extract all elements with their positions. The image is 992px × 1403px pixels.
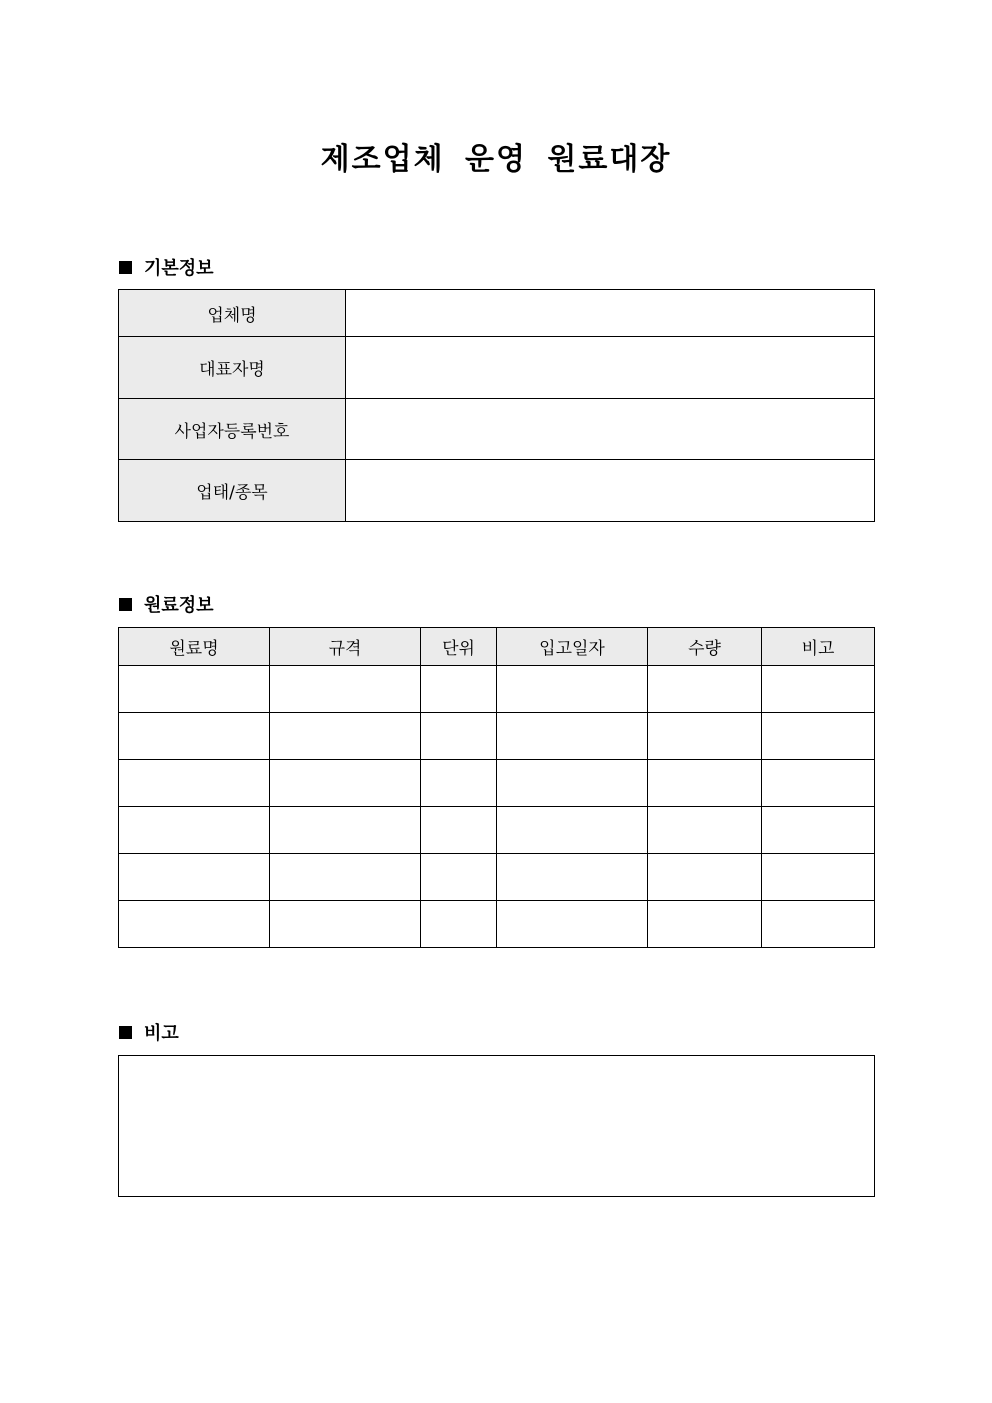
material-info-heading <box>119 591 214 617</box>
remarks-heading <box>119 1019 179 1045</box>
basic-info-heading-text: 기본정보 <box>144 258 214 279</box>
column-header-quantity: 수량 <box>648 628 762 666</box>
table-header-row <box>119 628 875 666</box>
document-title: 제조업체 운영 원료대장 <box>320 142 672 177</box>
representative-field[interactable] <box>346 337 875 399</box>
table-cell[interactable] <box>762 854 875 901</box>
table-row <box>119 290 875 337</box>
table-cell[interactable] <box>762 901 875 948</box>
basic-info-heading <box>119 254 214 280</box>
table-cell[interactable] <box>497 807 648 854</box>
business-reg-number-field[interactable] <box>346 399 875 460</box>
table-cell[interactable] <box>497 666 648 713</box>
table-cell[interactable] <box>648 901 762 948</box>
square-bullet-icon <box>119 1026 132 1039</box>
business-type-field[interactable] <box>346 460 875 522</box>
material-info-table <box>118 627 875 948</box>
column-header-receipt-date: 입고일자 <box>497 628 648 666</box>
table-cell[interactable] <box>421 901 497 948</box>
table-cell[interactable] <box>421 666 497 713</box>
column-header-spec: 규격 <box>270 628 421 666</box>
table-cell[interactable] <box>270 854 421 901</box>
table-cell[interactable] <box>648 807 762 854</box>
table-cell[interactable] <box>648 666 762 713</box>
table-cell[interactable] <box>762 713 875 760</box>
column-header-remarks: 비고 <box>762 628 875 666</box>
table-row <box>119 713 875 760</box>
basic-info-table <box>118 289 875 522</box>
table-cell[interactable] <box>648 713 762 760</box>
table-cell[interactable] <box>648 760 762 807</box>
material-info-heading-text: 원료정보 <box>144 595 214 616</box>
table-cell[interactable] <box>762 807 875 854</box>
table-cell[interactable] <box>119 901 270 948</box>
table-row <box>119 901 875 948</box>
business-type-label: 업태/종목 <box>119 460 346 522</box>
table-cell[interactable] <box>119 807 270 854</box>
remarks-field[interactable] <box>118 1055 875 1197</box>
table-row <box>119 399 875 460</box>
table-cell[interactable] <box>270 666 421 713</box>
representative-label: 대표자명 <box>119 337 346 399</box>
table-cell[interactable] <box>497 901 648 948</box>
table-cell[interactable] <box>497 713 648 760</box>
table-cell[interactable] <box>497 854 648 901</box>
table-cell[interactable] <box>270 760 421 807</box>
table-cell[interactable] <box>421 760 497 807</box>
table-cell[interactable] <box>762 666 875 713</box>
table-cell[interactable] <box>270 713 421 760</box>
table-row <box>119 760 875 807</box>
column-header-unit: 단위 <box>421 628 497 666</box>
table-row <box>119 854 875 901</box>
table-cell[interactable] <box>270 901 421 948</box>
table-cell[interactable] <box>421 854 497 901</box>
column-header-material-name: 원료명 <box>119 628 270 666</box>
table-cell[interactable] <box>762 760 875 807</box>
table-row <box>119 807 875 854</box>
table-cell[interactable] <box>270 807 421 854</box>
square-bullet-icon <box>119 598 132 611</box>
table-cell[interactable] <box>421 713 497 760</box>
business-reg-number-label: 사업자등록번호 <box>119 399 346 460</box>
square-bullet-icon <box>119 261 132 274</box>
table-cell[interactable] <box>119 713 270 760</box>
table-cell[interactable] <box>497 760 648 807</box>
company-name-label: 업체명 <box>119 290 346 337</box>
table-cell[interactable] <box>119 854 270 901</box>
table-cell[interactable] <box>119 666 270 713</box>
table-row <box>119 337 875 399</box>
table-cell[interactable] <box>421 807 497 854</box>
table-row <box>119 460 875 522</box>
table-cell[interactable] <box>119 760 270 807</box>
remarks-heading-text: 비고 <box>144 1023 179 1044</box>
table-cell[interactable] <box>648 854 762 901</box>
table-row <box>119 666 875 713</box>
company-name-field[interactable] <box>346 290 875 337</box>
